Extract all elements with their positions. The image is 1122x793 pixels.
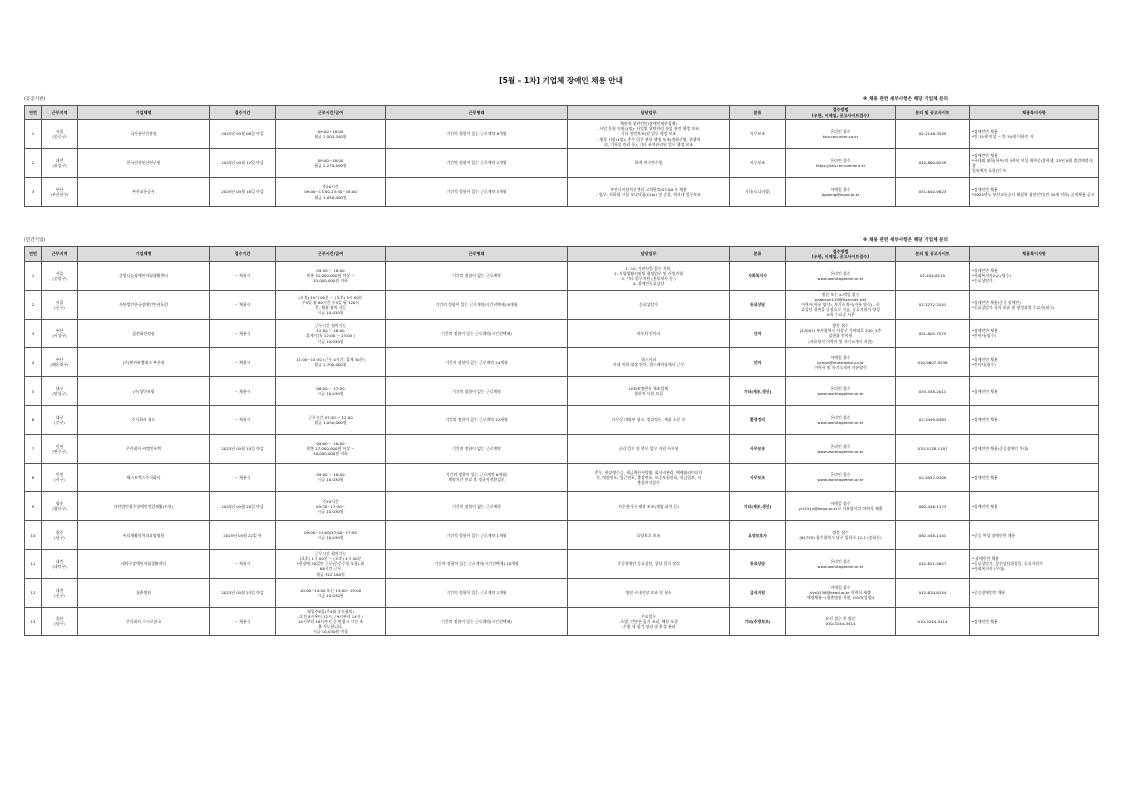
cell-duties: 중증장애인 동료상담, 상담 일지 작성 <box>568 549 730 578</box>
cell-region: 광주 (남구) <box>42 521 78 550</box>
table-row <box>25 319 1099 348</box>
cell-company: 사단법인광주장애인직업재활(도원) <box>78 492 210 521</box>
cell-type: 기간의 정함이 있는 근로계약 3개월 <box>386 178 568 207</box>
cell-notes: *장애인만 채용 *안마사(필수) <box>970 348 1099 377</box>
cell-region: 서울 (중랑구) <box>42 262 78 291</box>
cell-company: 청춘병원 <box>78 578 210 607</box>
cell-contact: 010-9607-9236 <box>896 348 970 377</box>
cell-apply-method: 온라인 접수 www.worktogether.or.kr <box>786 434 896 463</box>
cell-period: ~ 채용시 <box>210 319 276 348</box>
table-row <box>25 348 1099 377</box>
cell-apply-method: 온라인 접수 www.worktogether.or.kr <box>786 549 896 578</box>
cell-no: 12 <box>25 578 42 607</box>
header-period: 접수기간 <box>210 247 276 262</box>
header-apply-method: 접수방법 (우편, 이메일, 공고사이트접수) <box>786 247 896 262</box>
header-no: 연번 <box>25 247 42 262</box>
cell-apply-method: 온라인 접수 www.worktogether.or.kr <box>786 405 896 434</box>
cell-duties: 공리 업무 및 총무 업무 지원 사무원 <box>568 434 730 463</box>
cell-duties: 주요업무 -초밥, 간단한 음식 조리, 배달 포장 -주방 내 접기 정리 및 환경 관리 <box>568 607 730 636</box>
cell-duties: 동료상담가 <box>568 290 730 319</box>
cell-apply-method: 이메일 접수 jtgaeng@kead.or.kr <box>786 178 896 207</box>
cell-duties: LED조명렌지 제조업체 생산직 사원 모집 <box>568 377 730 406</box>
public-rows <box>25 120 1099 207</box>
cell-period: 2025년 05월 16일 마감 <box>210 178 276 207</box>
private-section <box>24 237 1098 636</box>
section-label: (민간기업) <box>24 238 46 243</box>
table-row <box>25 607 1099 636</box>
header-company: 기업체명 <box>78 106 210 120</box>
cell-no: 10 <box>25 521 42 550</box>
cell-region: 인천 (연수구) <box>42 434 78 463</box>
cell-type: 기간의 정함이 있는 근로계약 6개월 <box>386 120 568 149</box>
cell-type: 기간의 정함이 있는 근로계약(시간선택제) <box>386 607 568 636</box>
table-row <box>25 377 1099 406</box>
cell-region: 인천 (서구) <box>42 463 78 492</box>
cell-apply-method: 온라인 접수 www.worktogether.or.kr <box>786 377 896 406</box>
cell-no: 3 <box>25 178 42 207</box>
cell-type: 기간의 정함이 있는 근로계약 6개월/ 계약기간 만료 후 정규직전환검토 <box>386 463 568 492</box>
cell-contact: 02-2146-3539 <box>896 120 970 149</box>
cell-region: 부산 (사상구) <box>42 319 78 348</box>
cell-hours-pay: 평일주6일(주4회 중도협의) -오전 8시부터 12시, / 9시부터 14시 / 10시부터 18시까지 중 면접시 시간 조 율 가능합니다. 시급 10,030원 이상 <box>276 607 386 636</box>
cell-notes: *중증 여성 장애인만 채용 <box>970 521 1099 550</box>
cell-category: 급식지원 <box>730 578 786 607</box>
header-company: 기업체명 <box>78 247 210 262</box>
cell-period: ~ 채용시 <box>210 607 276 636</box>
header-period: 접수기간 <box>210 106 276 120</box>
cell-region: 부산 (부산진구) <box>42 178 78 207</box>
cell-notes: *장애인만 채용 *국내외 대학(학부)의 3학년 이상 재학중(휴학생, 25년 8월 졸업예정자, 졸 업유예자 포함)인 자 <box>970 149 1099 178</box>
table-row <box>25 578 1099 607</box>
cell-category: 환경정리 <box>730 405 786 434</box>
cell-type: 기간의 정함이 있는 근로계약(시간선택제) 8개월 <box>386 290 568 319</box>
cell-hours-pay: (오전) 10시 00분 ~ (오후) 5시 00분 주5일 월 60시간 주5일 월 120시 간, 채용 협의 가능 시급 10,030원 <box>276 290 386 319</box>
header-duties: 담당업무 <box>568 106 730 120</box>
cell-period: 2025년 05월 23일 마감 <box>210 578 276 607</box>
cell-period: ~ 채용시 <box>210 290 276 319</box>
cell-notes: *장애인만 채용(중증 장애인) *동료상담가 자격 보유 및 양성과정 수료자(필수) <box>970 290 1099 319</box>
public-section <box>24 96 1098 207</box>
cell-contact: 02-3449-6383 <box>896 405 970 434</box>
cell-company: 씨티재활의학과요양병원 <box>78 521 210 550</box>
cell-region: 대전 (대덕구) <box>42 549 78 578</box>
cell-no: 4 <box>25 348 42 377</box>
cell-duties: 바우처 안마사 <box>568 319 730 348</box>
header-hours-pay: 근무시간/급여 <box>276 247 386 262</box>
cell-no: 1 <box>25 120 42 149</box>
cell-notes: *장애인만 채용 <box>970 463 1099 492</box>
cell-region: 서울 (종로구) <box>42 120 78 149</box>
cell-region: 대구 (달성군) <box>42 377 78 406</box>
cell-hours-pay: 11:00~15:30 (근무 4시간, 휴게 30분) 월급 1,700,000원 <box>276 348 386 377</box>
table-row <box>25 521 1099 550</box>
cell-no: 1 <box>25 262 42 291</box>
cell-duties: 사무실 내외부 청소, 정리정돈, 제품 소분 등 <box>568 405 730 434</box>
header-category: 분류 <box>730 106 786 120</box>
cell-period: ~ 채용시 <box>210 549 276 578</box>
cell-duties: 총무, 현장행수증, 세금계산서발행, 회식비관리, 택배대리미더미 진, 매점인포, 업근연포, 출장연포, 보증보험관리, 자금업보, 지 출결의서상신 <box>568 463 730 492</box>
cell-apply-method: 이메일 접수 llvs0138@kead.or.kr 이력서 제출 예정채용~(청춘병원 지원, OOO(성명)) <box>786 578 896 607</box>
cell-hours-pay: 주20시간 09:00~13:00,13:30~18:00 월급 1,050,000원 <box>276 178 386 207</box>
cell-hours-pay: 주20시간 09:30~17:30~ 시급 10,030원 <box>276 492 386 521</box>
cell-type: 기간의 정함이 있는 근로계약 <box>386 377 568 406</box>
section-note: ※ 채용 관련 세부사항은 해당 기업체 문의 <box>862 97 948 102</box>
cell-notes: * 장애인만 채용 *동료상담가, 상건상담과정을, 동료지원가 *사회복지사 (우대) <box>970 549 1099 578</box>
cell-period: ~ 채용시 <box>210 377 276 406</box>
cell-notes: *장애인만 채용(중증장애인 우대) <box>970 434 1099 463</box>
cell-notes: *장애인만 채용 <box>970 405 1099 434</box>
table-row <box>25 405 1099 434</box>
header-no: 연번 <box>25 106 42 120</box>
table-row <box>25 434 1099 463</box>
cell-duties: 헬스키퍼 사내 직원 대상 안마, 헬스케어룸에서 근무 <box>568 348 730 377</box>
cell-region: 서울 (중구) <box>42 290 78 319</box>
cell-category: 사무보조 <box>730 149 786 178</box>
document-title: [5월 – 1차] 기업체 장애인 채용 안내 <box>499 76 623 85</box>
cell-apply-method: 온라인 접수 www.worktogether.or.kr <box>786 262 896 291</box>
header-region: 근무지역 <box>42 247 78 262</box>
cell-category: 요양보호사 <box>730 521 786 550</box>
header-row <box>25 247 1099 262</box>
cell-type: 기간의 정함이 있는 근로계약 24개월 <box>386 348 568 377</box>
cell-period: 2025년 05월 12일 마감 <box>210 149 276 178</box>
cell-duties: 채용형 청년인턴(장애인제한경쟁) - 사업 운영 지원(1명): 사업별 위탁관리 사업 관련 행정 보조, 기타 전반보조(원 업무 행정 보조 - 행정 지원(1명): 총무 업무 관련 행정 보조(계좌주병, 위행처 리, 기록물 관리 등), 기타 조직관리원 업무 행정 보조 <box>568 120 730 149</box>
cell-notes: *장애인만 채용 *안마사(필수) <box>970 319 1099 348</box>
cell-company: 국가유산진흥원 <box>78 120 210 149</box>
header-row <box>25 106 1099 120</box>
table-row <box>25 492 1099 521</box>
header-notes: 채용특이사항 <box>970 106 1099 120</box>
cell-hours-pay: 09:50 ~ 18:00 연봉 31,000,000원 이상 ~ 32,000,000원 이하 <box>276 262 386 291</box>
cell-company: 주식회사 스시로한국 <box>78 607 210 636</box>
cell-hours-pay: 09:00~18:00 월급 2,270,000원 <box>276 149 386 178</box>
cell-category: 동료상담 <box>730 549 786 578</box>
cell-type: 기간의 정함이 있는 근로계약 2개월 <box>386 578 568 607</box>
header-contact: 문의 및 공고사이트 <box>896 106 970 120</box>
cell-no: 8 <box>25 463 42 492</box>
cell-region: 대구 (중구) <box>42 405 78 434</box>
cell-hours-pay: 09:00~13:00/17:00~17:00 시급 10,030원 <box>276 521 386 550</box>
cell-period: 2025년 05월 20일 마감 <box>210 492 276 521</box>
cell-company: 부산교통공사 <box>78 178 210 207</box>
cell-type: 기간의 정함이 있는 근로계약(시간선택제) 10개월 <box>386 549 568 578</box>
cell-apply-method: 이메일 접수 yl1151y@kead.or.kr로 자유양식의 이력서 제출 <box>786 492 896 521</box>
header-duties: 담당업무 <box>568 247 730 262</box>
cell-company: (주)엔씨씨엘테크 부산점 <box>78 348 210 377</box>
cell-contact: 062-448-1173 <box>896 492 970 521</box>
cell-region: 대전 (유성구) <box>42 149 78 178</box>
cell-notes: *중증장애인만 채용 <box>970 578 1099 607</box>
cell-duties: 1. CIL 기관사업 업무 지원, 2. 자립생활지원팀 행정업무 및 사업진행 3. 기타 업무지원 (홍보역사 등 ) 4. 장애인동료상담 <box>568 262 730 291</box>
cell-category: 안마 <box>730 319 786 348</box>
cell-apply-method: 온라인 접수 www.worktogether.or.kr <box>786 463 896 492</box>
header-contact: 문의 및 공고사이트 <box>896 247 970 262</box>
cell-region: 대전 (중구) <box>42 578 78 607</box>
cell-type: 기간의 정함이 있는 근로계약 2개월 <box>386 149 568 178</box>
cell-notes: *장애인만 채용 <box>970 377 1099 406</box>
cell-company: 대덕구장애인자립생활센터 <box>78 549 210 578</box>
cell-duties: 병원 구내식당 보조 및 청소 <box>568 578 730 607</box>
cell-company: 해스트렉스주식회사 <box>78 463 210 492</box>
cell-period: ~ 채용시 <box>210 463 276 492</box>
table-row <box>25 463 1099 492</box>
cell-no: 2 <box>25 290 42 319</box>
table-row <box>25 290 1099 319</box>
cell-contact: 070-5138-1197 <box>896 434 970 463</box>
cell-hours-pay: 08:00 ~ 17:00 시급 10,030원 <box>276 377 386 406</box>
cell-hours-pay: 09:00 ~ 18:00 시급 10,030원 <box>276 463 386 492</box>
cell-category: 동료상담 <box>730 290 786 319</box>
cell-category: 기타(제조,생산) <box>730 492 786 521</box>
header-type: 근무형태 <box>386 247 568 262</box>
cell-contact: 051-640-9823 <box>896 178 970 207</box>
cell-period: 2025년 05월 08일 마감 <box>210 120 276 149</box>
cell-contact: 062-448-1141 <box>896 521 970 550</box>
cell-notes: *장애인만 채용 <box>970 492 1099 521</box>
cell-period: 2025년 05월 22일 마 <box>210 521 276 550</box>
header-category: 분류 <box>730 247 786 262</box>
cell-apply-method: 방문 또는 e-메일 접수 padosun119@hanmail.net 이력서(자유 양식), 자기소개서(자유 양식) - 동 료상담 경력을 중심으로 기술, 동료지원가 양성 교육 수료증 사본 <box>786 290 896 319</box>
cell-type: 기간의 정함이 있는 근로계약(시간선택제) <box>386 319 568 348</box>
cell-contact: 042-860-6239 <box>896 149 970 178</box>
header-hours-pay: 근무시간/급여 <box>276 106 386 120</box>
cell-type: 기간의 정함이 있는 근로계약 12개월 <box>386 405 568 434</box>
cell-company: (주)성민조명 <box>78 377 210 406</box>
cell-contact: 02-5057-0300 <box>896 463 970 492</box>
cell-apply-method: 온라인 접수 kha.recruiter.co.kr <box>786 120 896 149</box>
cell-category: 기타(모니터링) <box>730 178 786 207</box>
cell-region: 부산 (해운대구) <box>42 348 78 377</box>
cell-no: 9 <box>25 492 42 521</box>
table-row <box>25 262 1099 291</box>
table-row <box>25 178 1099 207</box>
cell-contact: 042-621-5857 <box>896 549 970 578</box>
cell-apply-method: 이메일 접수 bcean@kidsmedia.co.kr 이력서 및 자기소개서 자유양식 <box>786 348 896 377</box>
cell-apply-method: 온라인 접수 https://etri.recruitment.kr <box>786 149 896 178</box>
cell-hours-pay: 10:00~14:00 또는 15:00~19:00 시급 10,030원 <box>276 578 386 607</box>
table-row <box>25 549 1099 578</box>
cell-company: 중랑나눔장애인자립생활센터 <box>78 262 210 291</box>
private-table <box>24 246 1099 636</box>
cell-category: 사무보조 <box>730 120 786 149</box>
cell-apply-method: 방문 접수 (47007) 부산광역시 사상구 가야대로 330, 4층 삼현화 안마원 (자유형식 이력서 및 자기소개서 지참) <box>786 319 896 348</box>
cell-notes: *장애인만 채용 <box>970 607 1099 636</box>
header-apply-method: 접수방법 (우편, 이메일, 공고사이트접수) <box>786 106 896 120</box>
cell-contact: 010-3244-3414 <box>896 607 970 636</box>
cell-apply-method: 방문 접수 (61755) 광주광역시 남구 입하로 12-1 (송하동) <box>786 521 896 550</box>
cell-no: 2 <box>25 149 42 178</box>
table-row <box>25 120 1099 149</box>
cell-region: 울산 (남구) <box>42 607 78 636</box>
cell-contact: 053-358-2011 <box>896 377 970 406</box>
cell-hours-pay: 09:00 ~ 18:00 연봉 27,000,000원 이상 ~ 30,000,000원 이하 <box>276 434 386 463</box>
cell-duties: 요양보호 보조 <box>568 521 730 550</box>
cell-category: 사무보조 <box>730 463 786 492</box>
cell-no: 13 <box>25 607 42 636</box>
cell-hours-pay: 근무시간 협의가능 (오후) 1시 00분 ~ (오후) 4시 00분 *현장에 20일만 근무(주중수정 포함/ 월 68시간 근무 월급 722,160원 <box>276 549 386 578</box>
cell-apply-method: 유선 접수 후 방문 010-3244-3414 <box>786 607 896 636</box>
cell-duties: 하계 연구연수생 <box>568 149 730 178</box>
cell-type: 기간의 정함이 있는 근로계약 1개월 <box>386 521 568 550</box>
cell-type: 기간의 정함이 없는 근로계약 <box>386 434 568 463</box>
cell-period: 2025년 05월 10일 마감 <box>210 434 276 463</box>
cell-period: ~ 채용시 <box>210 405 276 434</box>
cell-category: 사무보조 <box>730 434 786 463</box>
cell-region: 광주 (광산구) <box>42 492 78 521</box>
cell-hours-pay: 09:00~18:00 월급 2,505,340원 <box>276 120 386 149</box>
cell-contact: 02-454-8119 <box>896 262 970 291</box>
cell-company: 한국전자통신연구원 <box>78 149 210 178</box>
cell-period: ~ 채용시 <box>210 348 276 377</box>
cell-contact: 051-805-7575 <box>896 319 970 348</box>
section-label: (공공기관) <box>24 97 46 102</box>
cell-category: 기타(주방보조) <box>730 607 786 636</box>
cell-hours-pay: 근무시간 07:30 ~ 12:00 월급 1,050,000원 <box>276 405 386 434</box>
cell-no: 11 <box>25 549 42 578</box>
cell-company: 삼현화인약품 <box>78 319 210 348</box>
cell-category: 기타(제조,생산) <box>730 377 786 406</box>
header-type: 근무형태 <box>386 106 568 120</box>
cell-type: 기간의 정함이 없는 근로계약 <box>386 492 568 521</box>
cell-company: 주식회사 청도 <box>78 405 210 434</box>
cell-hours-pay: 근무시간 협의가능 12:00 ~ 18:00 휴게시간( 12:00 ~ 13:00 ) 시급 10,030원 <box>276 319 386 348</box>
section-note: ※ 채용 관련 세부사항은 해당 기업체 문의 <box>862 238 948 243</box>
table-row <box>25 149 1099 178</box>
private-rows <box>25 262 1099 636</box>
cell-no: 3 <box>25 319 42 348</box>
cell-period: ~ 채용시 <box>210 262 276 291</box>
cell-company: 주식회사 씨엘인포텍 <box>78 434 210 463</box>
cell-contact: 042-620-6244 <box>896 578 970 607</box>
header-region: 근무지역 <box>42 106 78 120</box>
header-notes: 채용특이사항 <box>970 247 1099 262</box>
cell-notes: *장애인만 채용 *만 15세 이상 ~ 만 34세 이하인 자 <box>970 120 1099 149</box>
cell-company: 사단법인한국장애인인권포럼 <box>78 290 210 319</box>
cell-no: 6 <box>25 405 42 434</box>
cell-contact: 02-2272-2541 <box>896 290 970 319</box>
cell-notes: *장애인만 채용 *2025년도 부산교통공사 체험형 청년인턴(만 34세 이하) 공개채용 공고 <box>970 178 1099 207</box>
cell-notes: *장애인만 채용 *사회복지사2급 (필수) *동료상담가 <box>970 262 1099 291</box>
cell-category: 안마 <box>730 348 786 377</box>
cell-no: 7 <box>25 434 42 463</box>
cell-duties: 사무용가구 제작 보조(재임,리지 등) <box>568 492 730 521</box>
cell-category: 사회복지사 <box>730 262 786 291</box>
cell-duties: 부산디지털혁신센터 고객편의(S7-6/L우 채용 - 업무: 지하철 시설 모니터링(Cctv) 및 순찰, 역사내 업무보조 <box>568 178 730 207</box>
cell-type: 기간의 정함이 없는 근로계약 <box>386 262 568 291</box>
public-table <box>24 105 1099 207</box>
cell-no: 5 <box>25 377 42 406</box>
